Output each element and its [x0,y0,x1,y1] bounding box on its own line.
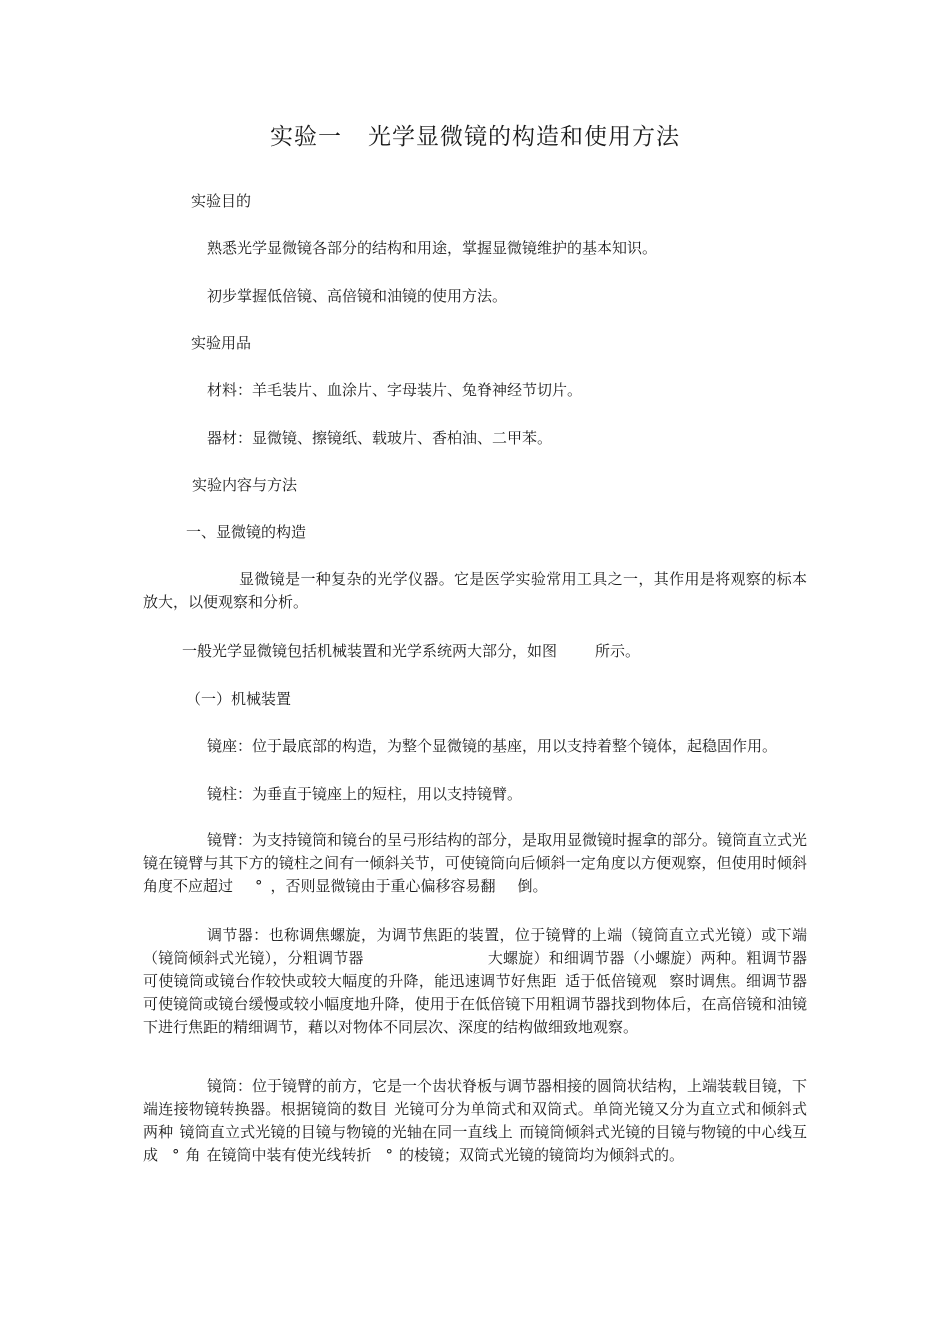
objective-item-1: 熟悉光学显微镜各部分的结构和用途，掌握显微镜维护的基本知识。 [207,239,658,257]
general-paragraph [182,639,640,663]
page-title [0,118,950,151]
heading-objective: 实验目的 [191,192,252,210]
title-text: 光学显微镜的构造和使用方法 [368,124,680,150]
heading-structure: 一、显微镜的构造 [186,523,307,541]
arm-paragraph: 镜臂：为支持镜筒和镜台的呈弓形结构的部分，是取用显微镜时握拿的部分。镜筒直立式光镜在镜臂与其下方的镜柱之间有一倾斜关节，可使镜筒向后倾斜一定角度以方便观察，但使用时倾斜角度不应超过 ° ，否则显微镜由于重心偏移容易翻 倒。 [143,831,808,895]
base-paragraph: 镜座：位于最底部的构造，为整个显微镜的基座，用以支持着整个镜体，起稳固作用。 [207,737,778,755]
general-text-end: 所示。 [595,642,641,660]
general-text: 一般光学显微镜包括机械装置和光学系统两大部分，如图 [182,642,558,660]
equipment-line: 器材：显微镜、擦镜纸、载玻片、香柏油、二甲苯。 [207,429,553,447]
heading-mechanical: （一）机械装置 [186,690,292,708]
objective-item-2: 初步掌握低倍镜、高倍镜和油镜的使用方法。 [207,287,508,305]
tube-paragraph: 镜筒：位于镜臂的前方，它是一个齿状脊板与调节器相接的圆筒状结构，上端装载目镜，下端连接物镜转换器。根据镜筒的数目 光镜可分为单筒式和双筒式。单筒光镜又分为直立式和倾斜式两种 镜筒直立式光镜的目镜与物镜的光轴在同一直线上 而镜筒倾斜式光镜的目镜与物镜的中心线互成 ° 角 在镜筒中装有使光线转折 ° 的棱镜；双筒式光镜的镜筒均为倾斜式的。 [143,1077,808,1164]
materials-line: 材料：羊毛装片、血涂片、字母装片、兔脊神经节切片。 [207,381,583,399]
heading-content: 实验内容与方法 [192,476,298,494]
intro-paragraph: 显微镜是一种复杂的光学仪器。它是医学实验常用工具之一，其作用是将观察的标本放大，以便观察和分析。 [143,570,807,611]
adjuster-paragraph: 调节器：也称调焦螺旋，为调节焦距的装置，位于镜臂的上端（镜筒直立式光镜）或下端（镜筒倾斜式光镜），分粗调节器 大螺旋）和细调节器（小螺旋）两种。粗调节器可使镜筒或镜台作较快或较大幅度的升降，能迅速调节好焦距 适于低倍镜观 察时调焦。细调节器可使镜筒或镜台缓慢或较小幅度地升降，使用于在低倍镜下用粗调节器找到物体后，在高倍镜和油镜下进行焦距的精细调节，藉以对物体不同层次、深度的结构做细致地观察。 [143,926,807,1036]
title-experiment-number: 实验一 [270,124,342,150]
pillar-paragraph: 镜柱：为垂直于镜座上的短柱，用以支持镜臂。 [207,785,523,803]
heading-materials: 实验用品 [191,334,252,352]
